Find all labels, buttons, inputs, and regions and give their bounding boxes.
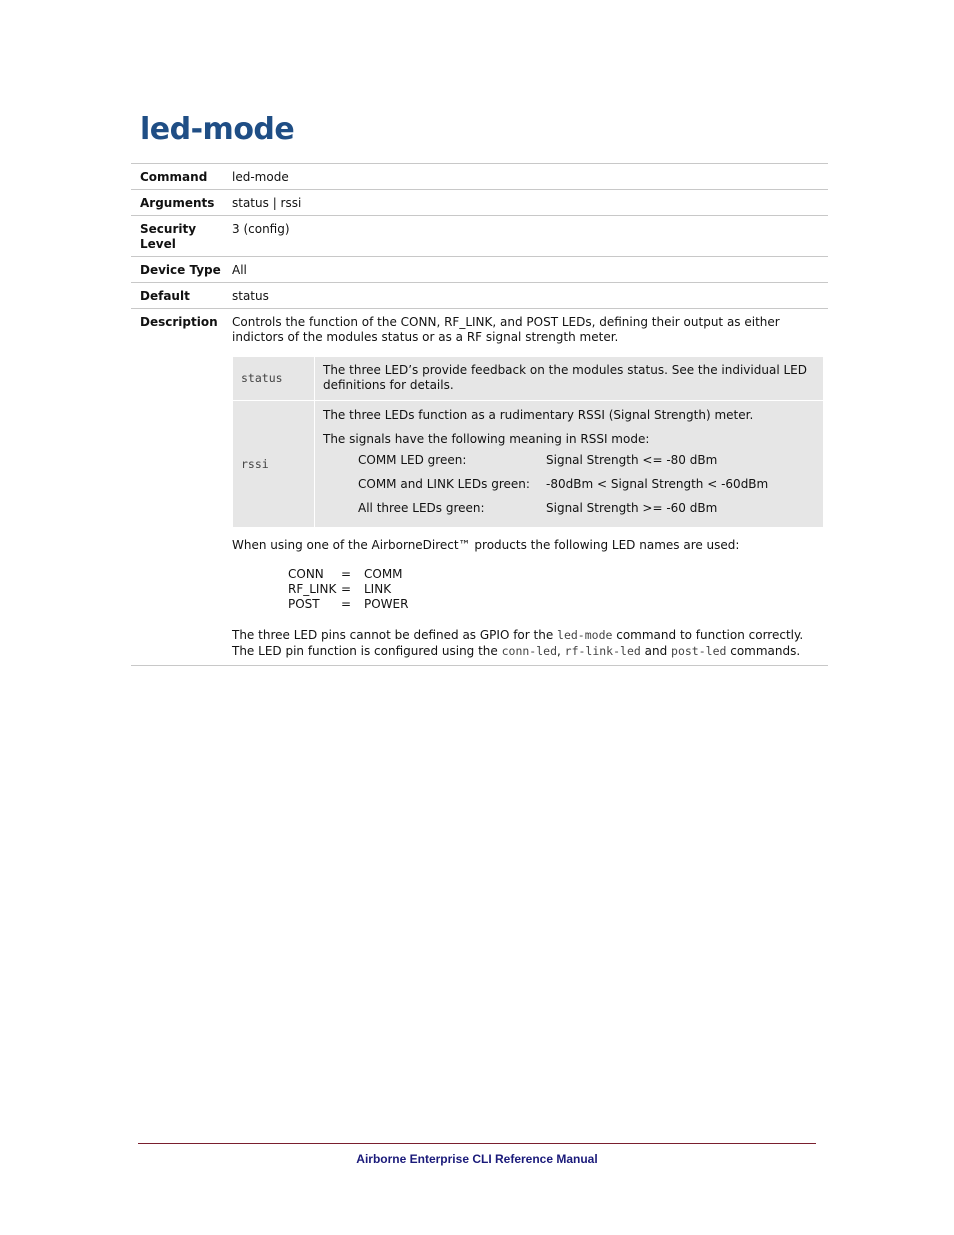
spec-row-default (131, 282, 828, 308)
alias-row (288, 597, 828, 612)
page-title: led-mode (140, 112, 295, 147)
signal-meaning: Signal Strength >= -60 dBm (546, 500, 718, 515)
security-value: 3 (config) (232, 222, 290, 236)
signal-meaning: Signal Strength <= -80 dBm (546, 452, 718, 467)
command-label: Command (140, 170, 208, 184)
description-cell (232, 315, 828, 659)
default-value: status (232, 289, 269, 303)
note-text: , (557, 644, 565, 658)
device-type-value: All (232, 263, 247, 277)
command-value: led-mode (232, 170, 289, 184)
signal-row (323, 448, 815, 472)
mode-desc-rssi (315, 401, 824, 528)
spec-row-command (131, 163, 828, 189)
modes-table (232, 356, 824, 528)
mode-key-status: status (233, 357, 315, 401)
alias-from: POST (288, 597, 320, 611)
footer-title: Airborne Enterprise CLI Reference Manual (356, 1152, 598, 1166)
command-spec-table (131, 163, 828, 666)
arguments-label: Arguments (140, 196, 215, 210)
alias-list (288, 567, 828, 612)
footer-divider (138, 1143, 816, 1144)
default-label: Default (140, 289, 190, 303)
alias-from: CONN (288, 567, 324, 581)
alias-to: COMM (364, 567, 403, 581)
rssi-desc-line2: The signals have the following meaning in RSSI mode: (323, 432, 650, 446)
arguments-value: status | rssi (232, 196, 302, 210)
note-text: command to function correctly. The LED pin function is configured using the (232, 628, 804, 658)
alias-to: LINK (364, 582, 392, 596)
code-rf-link-led: rf-link-led (564, 644, 641, 658)
note-paragraph (232, 627, 822, 659)
note-text: The three LED pins cannot be defined as GPIO for the (232, 628, 558, 642)
rssi-desc-line1: The three LEDs function as a rudimentary RSSI (Signal Strength) meter. (323, 408, 754, 422)
signal-row (323, 472, 815, 496)
signal-meaning: -80dBm < Signal Strength < -60dBm (546, 476, 769, 491)
alias-from: RF_LINK (288, 582, 337, 596)
alias-equals: = (341, 597, 352, 611)
spec-row-arguments (131, 189, 828, 215)
note-text: and (640, 644, 672, 658)
alias-equals: = (341, 567, 352, 581)
description-text: Controls the function of the CONN, RF_LINK, and POST LEDs, defining their output as either indictors of the modules status or as a RF signal strength meter. (232, 315, 780, 344)
description-label: Description (140, 315, 218, 329)
signal-state: All three LEDs green: (358, 500, 485, 515)
signal-row (323, 496, 815, 520)
device-type-label: Device Type (140, 263, 221, 277)
code-led-mode: led-mode (557, 628, 613, 642)
code-post-led: post-led (671, 644, 727, 658)
mode-desc-status: The three LED’s provide feedback on the modules status. See the individual LED definitions for details. (315, 357, 824, 401)
mode-row-status (233, 357, 824, 401)
aliases-intro: When using one of the AirborneDirect™ products the following LED names are used: (232, 538, 740, 552)
signal-state: COMM LED green: (358, 452, 467, 467)
spec-row-security (131, 215, 828, 256)
security-label-line1: Security (140, 222, 197, 236)
mode-key-rssi: rssi (233, 401, 315, 528)
signal-list (323, 448, 815, 520)
alias-equals: = (341, 582, 352, 596)
note-text: commands. (726, 644, 801, 658)
security-label (131, 222, 232, 256)
alias-row (288, 582, 828, 597)
signal-state: COMM and LINK LEDs green: (358, 476, 530, 491)
spec-row-device-type (131, 256, 828, 282)
spec-row-description (131, 308, 828, 666)
security-label-line2: Level (140, 237, 176, 251)
code-conn-led: conn-led (501, 644, 557, 658)
alias-to: POWER (364, 597, 409, 611)
alias-row (288, 567, 828, 582)
mode-row-rssi (233, 401, 824, 528)
